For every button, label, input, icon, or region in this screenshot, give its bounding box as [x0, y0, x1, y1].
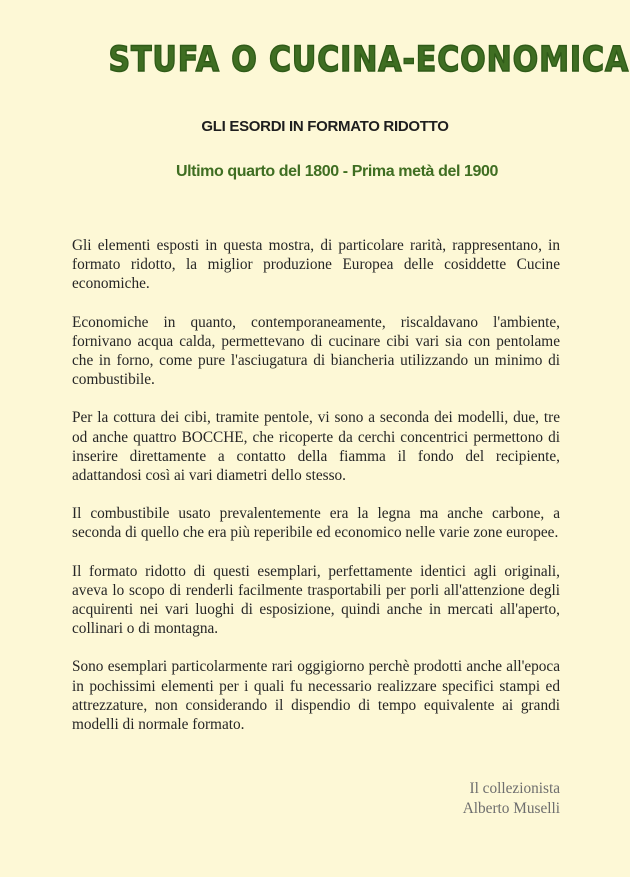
- body-text: [72, 236, 560, 753]
- paragraph: Il formato ridotto di questi esemplari, perfettamente identici agli originali, aveva lo scopo di renderli facilmente trasportabili per porli all'attenzione degli acquirenti nei vari luoghi di esposizione, quindi anche in mercati all'aperto, collinari o di montagna.: [72, 562, 560, 638]
- signature-role: Il collezionista: [469, 780, 560, 797]
- period-heading: Ultimo quarto del 1800 - Prima metà del 1900: [175, 163, 499, 180]
- paragraph: Sono esemplari particolarmente rari oggigiorno perchè prodotti anche all'epoca in pochissimi elementi per i quali fu necessario realizzare specifici stampi ed attrezzature, non considerando il dispendio di tempo equivalente ai grandi modelli di normale formato.: [72, 658, 560, 734]
- paragraph: Economiche in quanto, contemporaneamente, riscaldavano l'ambiente, fornivano acqua calda, permettevano di cucinare cibi vari sia con pentolame che in forno, come pure l'asciugatura di biancheria utilizzando un minimo di combustibile.: [72, 313, 560, 389]
- paragraph: Per la cottura dei cibi, tramite pentole, vi sono a seconda dei modelli, due, tre od anche quattro BOCCHE, che ricoperte da cerchi concentrici permettono di inserire direttamente a contatto della fiamma il fondo del recipiente, adattandosi così ai vari diametri dello stesso.: [72, 409, 560, 485]
- page-title: STUFA O CUCINA-ECONOMICA: [108, 40, 630, 80]
- signature-name: Alberto Muselli: [462, 800, 560, 817]
- paragraph: Il combustibile usato prevalentemente era la legna ma anche carbone, a seconda di quello che era più reperibile ed economico nelle varie zone europee.: [72, 505, 560, 542]
- signature: [463, 779, 560, 819]
- paragraph: Gli elementi esposti in questa mostra, di particolare rarità, rappresentano, in formato ridotto, la miglior produzione Europea delle cosiddette Cucine economiche.: [72, 237, 560, 293]
- page-subtitle: GLI ESORDI IN FORMATO RIDOTTO: [201, 118, 449, 135]
